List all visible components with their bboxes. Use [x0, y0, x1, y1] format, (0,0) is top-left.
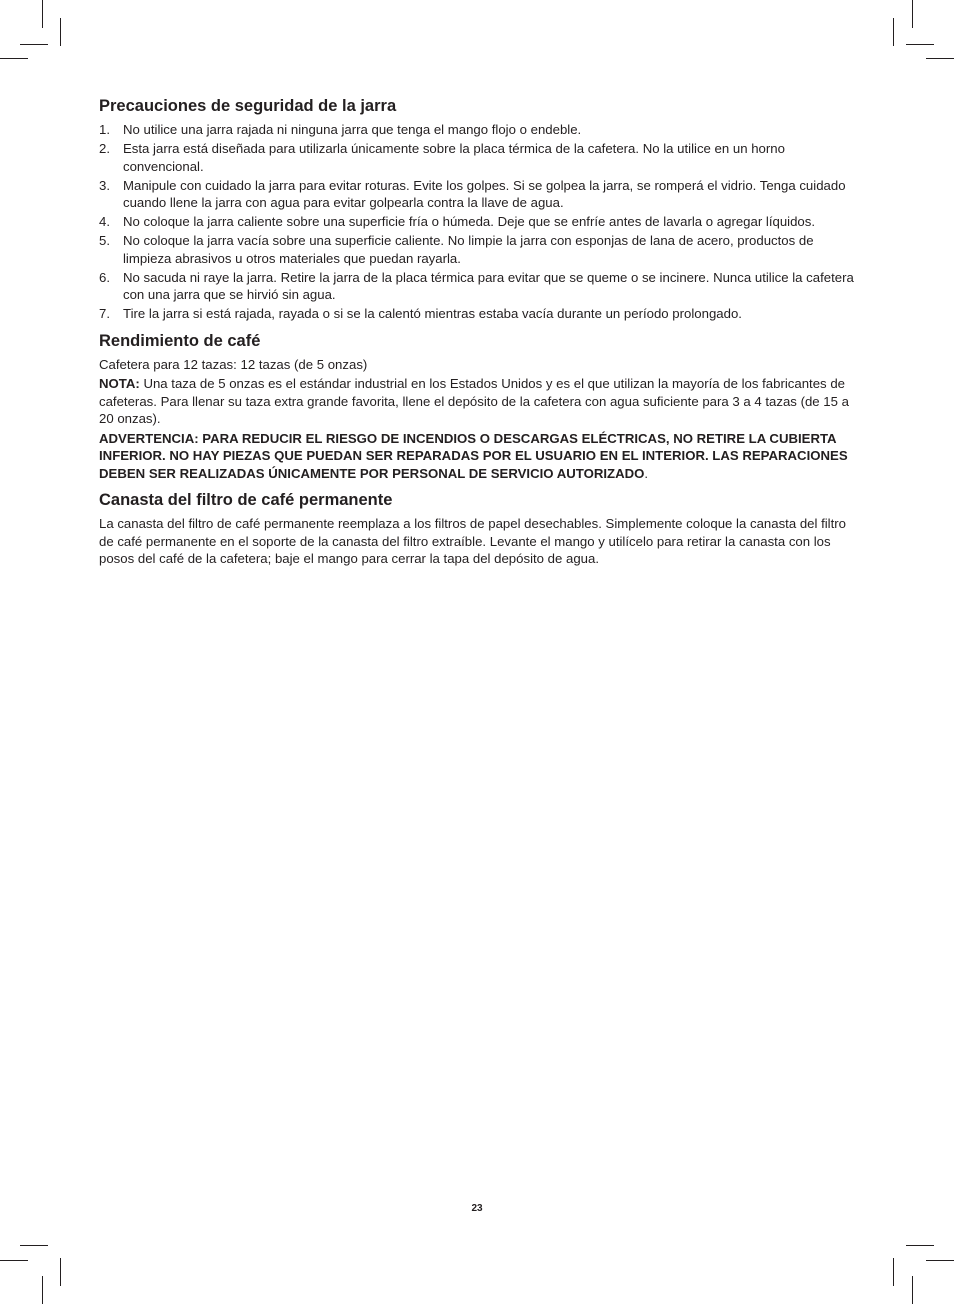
crop-mark: [912, 0, 913, 28]
list-item-number: 6.: [99, 269, 110, 285]
crop-mark: [20, 1245, 48, 1246]
crop-mark: [906, 44, 934, 45]
precautions-list: [99, 121, 859, 323]
note-paragraph: [99, 375, 859, 428]
list-item-text: Manipule con cuidado la jarra para evitar roturas. Evite los golpes. Si se golpea la jarra, se romperá el vidrio. Tenga cuidado cuando llene la jarra con agua para evitar golpearla contra la llave de agua.: [123, 177, 846, 210]
crop-mark: [42, 0, 43, 28]
list-item-number: 5.: [99, 233, 110, 248]
crop-mark: [906, 1245, 934, 1246]
note-label: NOTA:: [99, 376, 140, 391]
warning-end: .: [644, 465, 649, 481]
list-item-text: No utilice una jarra rajada ni ninguna jarra que tenga el mango flojo o endeble.: [123, 122, 582, 137]
filter-paragraph: La canasta del filtro de café permanente reemplaza a los filtros de papel desechables. Simplemente coloque la canasta del filtro de café permanente en el soporte de la canasta del filtro extraíble. Levante el mango y utilícelo para retirar la canasta con los posos del café de la cafetera; baje el mango para cerrar la tapa del depósito de agua.: [99, 516, 846, 566]
crop-mark: [42, 1276, 43, 1304]
crop-mark: [926, 58, 954, 59]
page-number: 23: [471, 1203, 483, 1214]
list-item: [99, 305, 859, 323]
crop-mark: [912, 1276, 913, 1304]
list-item-number: 7.: [99, 306, 110, 321]
list-item: [99, 177, 859, 212]
list-item-text: No coloque la jarra vacía sobre una superficie caliente. No limpie la jarra con esponjas de lana de acero, productos de limpieza abrasivos u otros materiales que puedan rayarla.: [123, 233, 814, 266]
crop-mark: [0, 58, 28, 59]
list-item-text: Esta jarra está diseñada para utilizarla únicamente sobre la placa térmica de la cafetera. No la utilice en un horno convencional.: [123, 141, 785, 174]
precautions-heading: Precauciones de seguridad de la jarra: [99, 97, 397, 115]
list-item-number: 2.: [99, 141, 110, 156]
list-item-text: Tire la jarra si está rajada, rayada o si se la calentó mientras estaba vacía durante un período prolongado.: [123, 306, 742, 321]
crop-mark: [893, 1258, 894, 1286]
crop-mark: [60, 1258, 61, 1286]
crop-mark: [20, 44, 48, 45]
list-item: [99, 213, 859, 231]
page-content: [99, 96, 859, 570]
list-item-number: 3.: [99, 177, 110, 193]
crop-mark: [0, 1260, 28, 1261]
list-item-text: No coloque la jarra caliente sobre una superficie fría o húmeda. Deje que se enfríe antes de lavarla o agregar líquidos.: [123, 214, 816, 229]
filter-heading: Canasta del filtro de café permanente: [99, 491, 393, 509]
yield-heading: Rendimiento de café: [99, 331, 261, 350]
warning-paragraph: [99, 430, 859, 483]
list-item: [99, 140, 859, 175]
note-text: Una taza de 5 onzas es el estándar industrial en los Estados Unidos y es el que utilizan la mayoría de los fabricantes de cafeteras. Para llenar su taza extra grande favorita, llene el depósito de la cafetera con agua suficiente para 3 a 4 tazas (de 15 a 20 onzas).: [99, 376, 849, 426]
warning-text: ADVERTENCIA: PARA REDUCIR EL RIESGO DE INCENDIOS O DESCARGAS ELÉCTRICAS, NO RETIRE LA CUBIERTA INFERIOR. NO HAY PIEZAS QUE PUEDAN SER REPARADAS POR EL USUARIO EN EL INTERIOR. LAS REPARACIONES DEBEN SER REALIZADAS ÚNICAMENTE POR PERSONAL DE SERVICIO AUTORIZADO: [99, 430, 848, 481]
list-item: [99, 232, 859, 267]
crop-mark: [926, 1260, 954, 1261]
crop-mark: [60, 18, 61, 46]
list-item: [99, 121, 859, 139]
list-item-text: No sacuda ni raye la jarra. Retire la jarra de la placa térmica para evitar que se queme o se incinere. Nunca utilice la cafetera con una jarra que se hirvió sin agua.: [123, 269, 854, 302]
crop-mark: [893, 18, 894, 46]
list-item-number: 1.: [99, 122, 110, 137]
list-item: [99, 269, 859, 304]
capacity-text: Cafetera para 12 tazas: 12 tazas (de 5 onzas): [99, 356, 368, 372]
list-item-number: 4.: [99, 214, 110, 229]
